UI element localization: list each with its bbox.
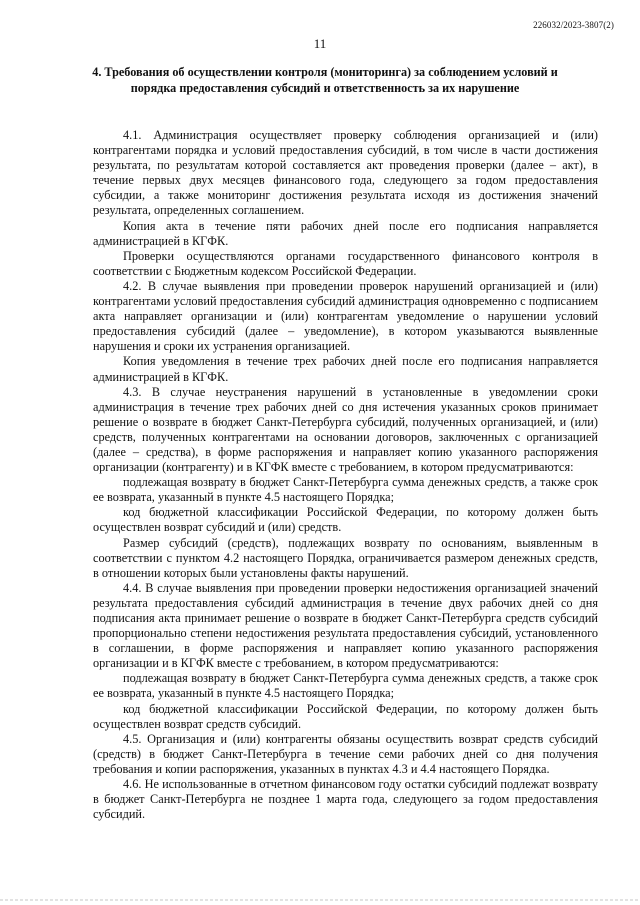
paragraph-4-5: 4.5. Организация и (или) контрагенты обязаны осуществить возврат средств субсидий (средств) в бюджет Санкт-Петербурга в течение семи рабочих дней со дня получения требования и копии распоряжения, указанных в пунктах 4.3 и 4.4 настоящего Порядка. (93, 731, 598, 776)
paragraph-4-2: 4.2. В случае выявления при проведении проверок нарушений организацией и (или) контрагентами условий предоставления субсидий администрация одновременно с подписанием акта направляет организации и (или) контрагентам уведомление о нарушении условий предоставления субсидий (далее – уведомление), в котором указываются выявленные нарушения и сроки их устранения организацией. (93, 278, 598, 354)
paragraph-refund-size: Размер субсидий (средств), подлежащих возврату по основаниям, выявленным в соответствии с пунктом 4.2 настоящего Порядка, ограничивается размером денежных средств, в отношении которых были установлены факты нарушений. (93, 535, 598, 580)
paragraph-4-3: 4.3. В случае неустранения нарушений в установленные в уведомлении сроки администрация в течение трех рабочих дней со дня истечения указанных сроков принимает решение о возврате в бюджет Санкт-Петербурга субсидий, полученных организацией, и (или) средств, полученных контрагентами на основании договоров, заключенных с организацией (далее – средства), в форме распоряжения и направляет копию указанного распоряжения организации (контрагенту) и в КГФК вместе с требованием, в котором предусматриваются: (93, 384, 598, 475)
section-heading: 4. Требования об осуществлении контроля (мониторинга) за соблюдением условий и порядка предоставления субсидий и ответственность за их нарушение (92, 65, 558, 95)
paragraph-refund-amount-2: подлежащая возврату в бюджет Санкт-Петербурга сумма денежных средств, а также срок ее возврата, указанный в пункте 4.5 настоящего Порядка; (93, 671, 598, 701)
document-registration-number: 226032/2023-3807(2) (533, 20, 614, 30)
document-body (93, 128, 598, 822)
paragraph-4-4: 4.4. В случае выявления при проведении проверки недостижения организацией значений результата предоставления субсидий администрация в течение двух рабочих дней со дня подписания акта принимает решение о возврате в бюджет Санкт-Петербурга средств субсидий пропорционально степени недостижения результата предоставления субсидий, установленного в соглашении, в форме распоряжения и направляет копию указанного распоряжения организации и в КГФК вместе с требованием, в котором предусматриваются: (93, 580, 598, 671)
paragraph-budget-code: код бюджетной классификации Российской Федерации, по которому должен быть осуществлен возврат субсидий и (или) средств. (93, 505, 598, 535)
paragraph-4-1: 4.1. Администрация осуществляет проверку соблюдения организацией и (или) контрагентами порядка и условий предоставления субсидий, в том числе в части достижения результата, по результатам которой составляется акт проведения проверки (далее – акт), в течение первых двух месяцев финансового года, следующего за годом предоставления субсидии, а также мониторинг достижения результата исходя из достижения значений результата, определенных соглашением. (93, 128, 598, 218)
paragraph-act-copy: Копия акта в течение пяти рабочих дней после его подписания направляется администрацией в КГФК. (93, 218, 598, 248)
paragraph-4-6: 4.6. Не использованные в отчетном финансовом году остатки субсидий подлежат возврату в бюджет Санкт-Петербурга не позднее 1 марта года, следующего за годом предоставления субсидий. (93, 777, 598, 822)
scan-edge-artifact (0, 899, 640, 901)
paragraph-inspections: Проверки осуществляются органами государственного финансового контроля в соответствии с Бюджетным кодексом Российской Федерации. (93, 248, 598, 278)
paragraph-budget-code-2: код бюджетной классификации Российской Федерации, по которому должен быть осуществлен возврат средств субсидий. (93, 701, 598, 731)
paragraph-refund-amount: подлежащая возврату в бюджет Санкт-Петербурга сумма денежных средств, а также срок ее возврата, указанный в пункте 4.5 настоящего Порядка; (93, 475, 598, 505)
page-number: 11 (313, 36, 327, 51)
paragraph-notice-copy: Копия уведомления в течение трех рабочих дней после его подписания направляется администрацией в КГФК. (93, 354, 598, 384)
